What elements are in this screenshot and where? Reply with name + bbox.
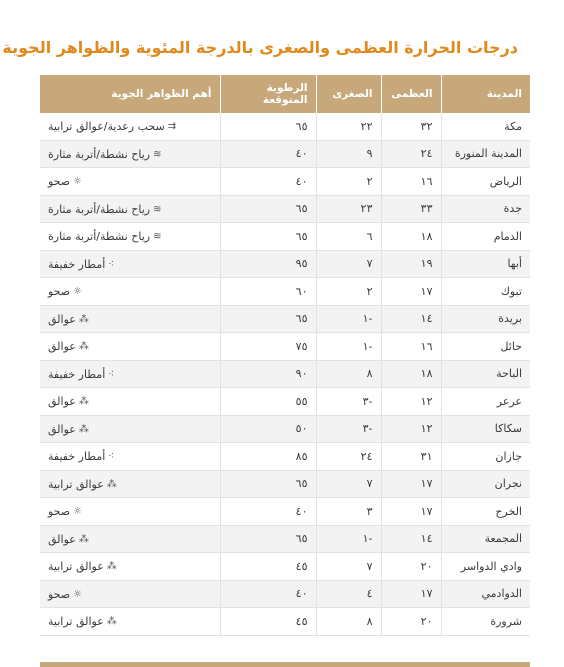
weather-label: أمطار خفيفة bbox=[48, 367, 106, 381]
max-temp-cell: ١٢ bbox=[381, 415, 441, 443]
weather-cell bbox=[40, 223, 220, 251]
table-row bbox=[40, 250, 530, 278]
humidity-cell: ٧٥ bbox=[220, 333, 316, 361]
wind-icon: ≋ bbox=[153, 231, 162, 243]
table-row bbox=[40, 113, 530, 140]
max-temp-cell: ٢٠ bbox=[381, 608, 441, 636]
dust-icon: ⁂ bbox=[78, 341, 89, 353]
weather-label: عوالق bbox=[48, 422, 76, 436]
weather-cell bbox=[40, 113, 220, 140]
weather-content bbox=[48, 588, 82, 601]
weather-label: عوالق bbox=[48, 312, 76, 326]
min-temp-cell: -١ bbox=[316, 333, 381, 361]
table-header-row bbox=[40, 75, 530, 113]
table-row bbox=[40, 388, 530, 416]
city-cell: جدة bbox=[441, 195, 530, 223]
min-temp-cell: ٨ bbox=[316, 360, 381, 388]
dust-icon: ⁂ bbox=[78, 396, 89, 408]
rain-icon: ⁖ bbox=[108, 368, 115, 380]
weather-cell bbox=[40, 553, 220, 581]
weather-cell bbox=[40, 140, 220, 168]
min-temp-cell: ٣ bbox=[316, 498, 381, 526]
weather-cell bbox=[40, 305, 220, 333]
max-temp-cell: ٣١ bbox=[381, 443, 441, 471]
city-cell: الدوادمي bbox=[441, 580, 530, 608]
min-temp-cell: ٢٤ bbox=[316, 443, 381, 471]
weather-content bbox=[48, 313, 89, 326]
max-temp-cell: ٣٣ bbox=[381, 195, 441, 223]
table-bottom-border bbox=[40, 662, 530, 667]
weather-cell bbox=[40, 195, 220, 223]
column-header-weather: أهم الظواهر الجوية bbox=[40, 75, 220, 113]
max-temp-cell: ٣٢ bbox=[381, 113, 441, 140]
thunder-dust-icon: ⇉ bbox=[167, 121, 177, 133]
max-temp-cell: ١٤ bbox=[381, 305, 441, 333]
weather-label: صحو bbox=[48, 285, 71, 299]
weather-content bbox=[48, 203, 162, 216]
weather-cell bbox=[40, 443, 220, 471]
table-row bbox=[40, 498, 530, 526]
weather-cell bbox=[40, 525, 220, 553]
min-temp-cell: ٩ bbox=[316, 140, 381, 168]
weather-content bbox=[48, 478, 117, 491]
column-header-min: الصغرى bbox=[316, 75, 381, 113]
humidity-cell: ٦٥ bbox=[220, 113, 316, 140]
humidity-cell: ٤٠ bbox=[220, 498, 316, 526]
max-temp-cell: ١٢ bbox=[381, 388, 441, 416]
weather-cell bbox=[40, 360, 220, 388]
weather-label: عوالق ترابية bbox=[48, 615, 104, 629]
min-temp-cell: ٧ bbox=[316, 553, 381, 581]
table-row bbox=[40, 415, 530, 443]
min-temp-cell: ٢ bbox=[316, 278, 381, 306]
weather-table bbox=[40, 75, 530, 636]
weather-content bbox=[48, 175, 82, 188]
table-row bbox=[40, 360, 530, 388]
max-temp-cell: ١٨ bbox=[381, 223, 441, 251]
table-row bbox=[40, 580, 530, 608]
table-row bbox=[40, 168, 530, 196]
humidity-cell: ٦٥ bbox=[220, 195, 316, 223]
weather-label: عوالق bbox=[48, 395, 76, 409]
city-cell: نجران bbox=[441, 470, 530, 498]
min-temp-cell: ٧ bbox=[316, 470, 381, 498]
title-block bbox=[2, 32, 530, 62]
max-temp-cell: ١٧ bbox=[381, 498, 441, 526]
city-cell: عرعر bbox=[441, 388, 530, 416]
wind-icon: ≋ bbox=[153, 148, 162, 160]
max-temp-cell: ١٧ bbox=[381, 278, 441, 306]
weather-label: أمطار خفيفة bbox=[48, 257, 106, 271]
weather-content bbox=[48, 423, 89, 436]
weather-cell bbox=[40, 278, 220, 306]
weather-label: عوالق ترابية bbox=[48, 477, 104, 491]
table-row bbox=[40, 333, 530, 361]
min-temp-cell: ٤ bbox=[316, 580, 381, 608]
weather-label: صحو bbox=[48, 587, 71, 601]
city-cell: الرياض bbox=[441, 168, 530, 196]
city-cell: الخرج bbox=[441, 498, 530, 526]
weather-content bbox=[48, 450, 114, 463]
weather-cell bbox=[40, 168, 220, 196]
city-cell: سكاكا bbox=[441, 415, 530, 443]
column-header-max: العظمى bbox=[381, 75, 441, 113]
min-temp-cell: -١ bbox=[316, 305, 381, 333]
humidity-cell: ٤٥ bbox=[220, 553, 316, 581]
max-temp-cell: ١٩ bbox=[381, 250, 441, 278]
table-row bbox=[40, 443, 530, 471]
city-cell: بريدة bbox=[441, 305, 530, 333]
city-cell: أبها bbox=[441, 250, 530, 278]
max-temp-cell: ١٨ bbox=[381, 360, 441, 388]
weather-cell bbox=[40, 580, 220, 608]
city-cell: مكة bbox=[441, 113, 530, 140]
weather-label: رياح نشطة/أتربة مثارة bbox=[48, 147, 151, 161]
weather-content bbox=[48, 340, 89, 353]
humidity-cell: ٨٥ bbox=[220, 443, 316, 471]
city-cell: المدينة المنورة bbox=[441, 140, 530, 168]
weather-content bbox=[48, 505, 82, 518]
max-temp-cell: ٢٤ bbox=[381, 140, 441, 168]
humidity-cell: ٩٠ bbox=[220, 360, 316, 388]
sun-icon: ☼ bbox=[73, 506, 83, 518]
rain-icon: ⁖ bbox=[108, 451, 115, 463]
wind-icon: ≋ bbox=[153, 203, 162, 215]
weather-cell bbox=[40, 470, 220, 498]
weather-cell bbox=[40, 388, 220, 416]
sun-icon: ☼ bbox=[73, 588, 83, 600]
dust-icon: ⁂ bbox=[106, 616, 117, 628]
max-temp-cell: ١٧ bbox=[381, 580, 441, 608]
humidity-cell: ٤٠ bbox=[220, 580, 316, 608]
dust-icon: ⁂ bbox=[106, 478, 117, 490]
dust-icon: ⁂ bbox=[106, 561, 117, 573]
weather-cell bbox=[40, 415, 220, 443]
humidity-cell: ٦٥ bbox=[220, 525, 316, 553]
city-cell: تبوك bbox=[441, 278, 530, 306]
weather-content bbox=[48, 285, 82, 298]
weather-cell bbox=[40, 333, 220, 361]
weather-content bbox=[48, 615, 117, 628]
city-cell: المجمعة bbox=[441, 525, 530, 553]
min-temp-cell: ٢٣ bbox=[316, 195, 381, 223]
weather-content bbox=[48, 533, 89, 546]
weather-label: رياح نشطة/أتربة مثارة bbox=[48, 230, 151, 244]
table-row bbox=[40, 470, 530, 498]
humidity-cell: ٦٥ bbox=[220, 470, 316, 498]
weather-content bbox=[48, 368, 114, 381]
humidity-cell: ٤٥ bbox=[220, 608, 316, 636]
humidity-cell: ٦٥ bbox=[220, 305, 316, 333]
dust-icon: ⁂ bbox=[78, 313, 89, 325]
weather-content bbox=[48, 395, 89, 408]
max-temp-cell: ١٦ bbox=[381, 333, 441, 361]
weather-content bbox=[48, 230, 162, 243]
table-row bbox=[40, 278, 530, 306]
table-row bbox=[40, 608, 530, 636]
weather-label: أمطار خفيفة bbox=[48, 450, 106, 464]
city-cell: وادي الدواسر bbox=[441, 553, 530, 581]
table-row bbox=[40, 223, 530, 251]
max-temp-cell: ١٧ bbox=[381, 470, 441, 498]
rain-icon: ⁖ bbox=[108, 258, 115, 270]
humidity-cell: ٥٥ bbox=[220, 388, 316, 416]
max-temp-cell: ٢٠ bbox=[381, 553, 441, 581]
weather-cell bbox=[40, 498, 220, 526]
weather-label: عوالق ترابية bbox=[48, 560, 104, 574]
min-temp-cell: ٦ bbox=[316, 223, 381, 251]
column-header-city: المدينة bbox=[441, 75, 530, 113]
weather-content bbox=[48, 560, 117, 573]
table-row bbox=[40, 525, 530, 553]
dust-icon: ⁂ bbox=[78, 533, 89, 545]
city-cell: حائل bbox=[441, 333, 530, 361]
page-title: درجات الحرارة العظمى والصغرى بالدرجة المئوية والظواهر الجوية bbox=[2, 37, 518, 57]
humidity-cell: ٤٠ bbox=[220, 168, 316, 196]
weather-content bbox=[48, 148, 162, 161]
sun-icon: ☼ bbox=[73, 286, 83, 298]
min-temp-cell: ٧ bbox=[316, 250, 381, 278]
weather-content bbox=[48, 258, 114, 271]
max-temp-cell: ١٦ bbox=[381, 168, 441, 196]
weather-label: سحب رعدية/عوالق ترابية bbox=[48, 120, 165, 134]
min-temp-cell: -٣ bbox=[316, 415, 381, 443]
min-temp-cell: ٨ bbox=[316, 608, 381, 636]
humidity-cell: ٥٠ bbox=[220, 415, 316, 443]
sun-icon: ☼ bbox=[73, 176, 83, 188]
min-temp-cell: ٢ bbox=[316, 168, 381, 196]
city-cell: شرورة bbox=[441, 608, 530, 636]
weather-label: صحو bbox=[48, 505, 71, 519]
city-cell: الباحة bbox=[441, 360, 530, 388]
table-row bbox=[40, 553, 530, 581]
table-row bbox=[40, 140, 530, 168]
city-cell: جازان bbox=[441, 443, 530, 471]
city-cell: الدمام bbox=[441, 223, 530, 251]
table-row bbox=[40, 195, 530, 223]
weather-cell bbox=[40, 608, 220, 636]
weather-label: صحو bbox=[48, 175, 71, 189]
weather-content bbox=[48, 120, 176, 133]
min-temp-cell: -١ bbox=[316, 525, 381, 553]
column-header-humidity: الرطوبة المتوقعة bbox=[220, 75, 316, 113]
weather-cell bbox=[40, 250, 220, 278]
dust-icon: ⁂ bbox=[78, 423, 89, 435]
humidity-cell: ٦٥ bbox=[220, 223, 316, 251]
weather-label: عوالق bbox=[48, 340, 76, 354]
weather-label: عوالق bbox=[48, 532, 76, 546]
min-temp-cell: -٣ bbox=[316, 388, 381, 416]
max-temp-cell: ١٤ bbox=[381, 525, 441, 553]
weather-label: رياح نشطة/أتربة مثارة bbox=[48, 202, 151, 216]
table-row bbox=[40, 305, 530, 333]
min-temp-cell: ٢٢ bbox=[316, 113, 381, 140]
humidity-cell: ٦٠ bbox=[220, 278, 316, 306]
humidity-cell: ٤٠ bbox=[220, 140, 316, 168]
humidity-cell: ٩٥ bbox=[220, 250, 316, 278]
